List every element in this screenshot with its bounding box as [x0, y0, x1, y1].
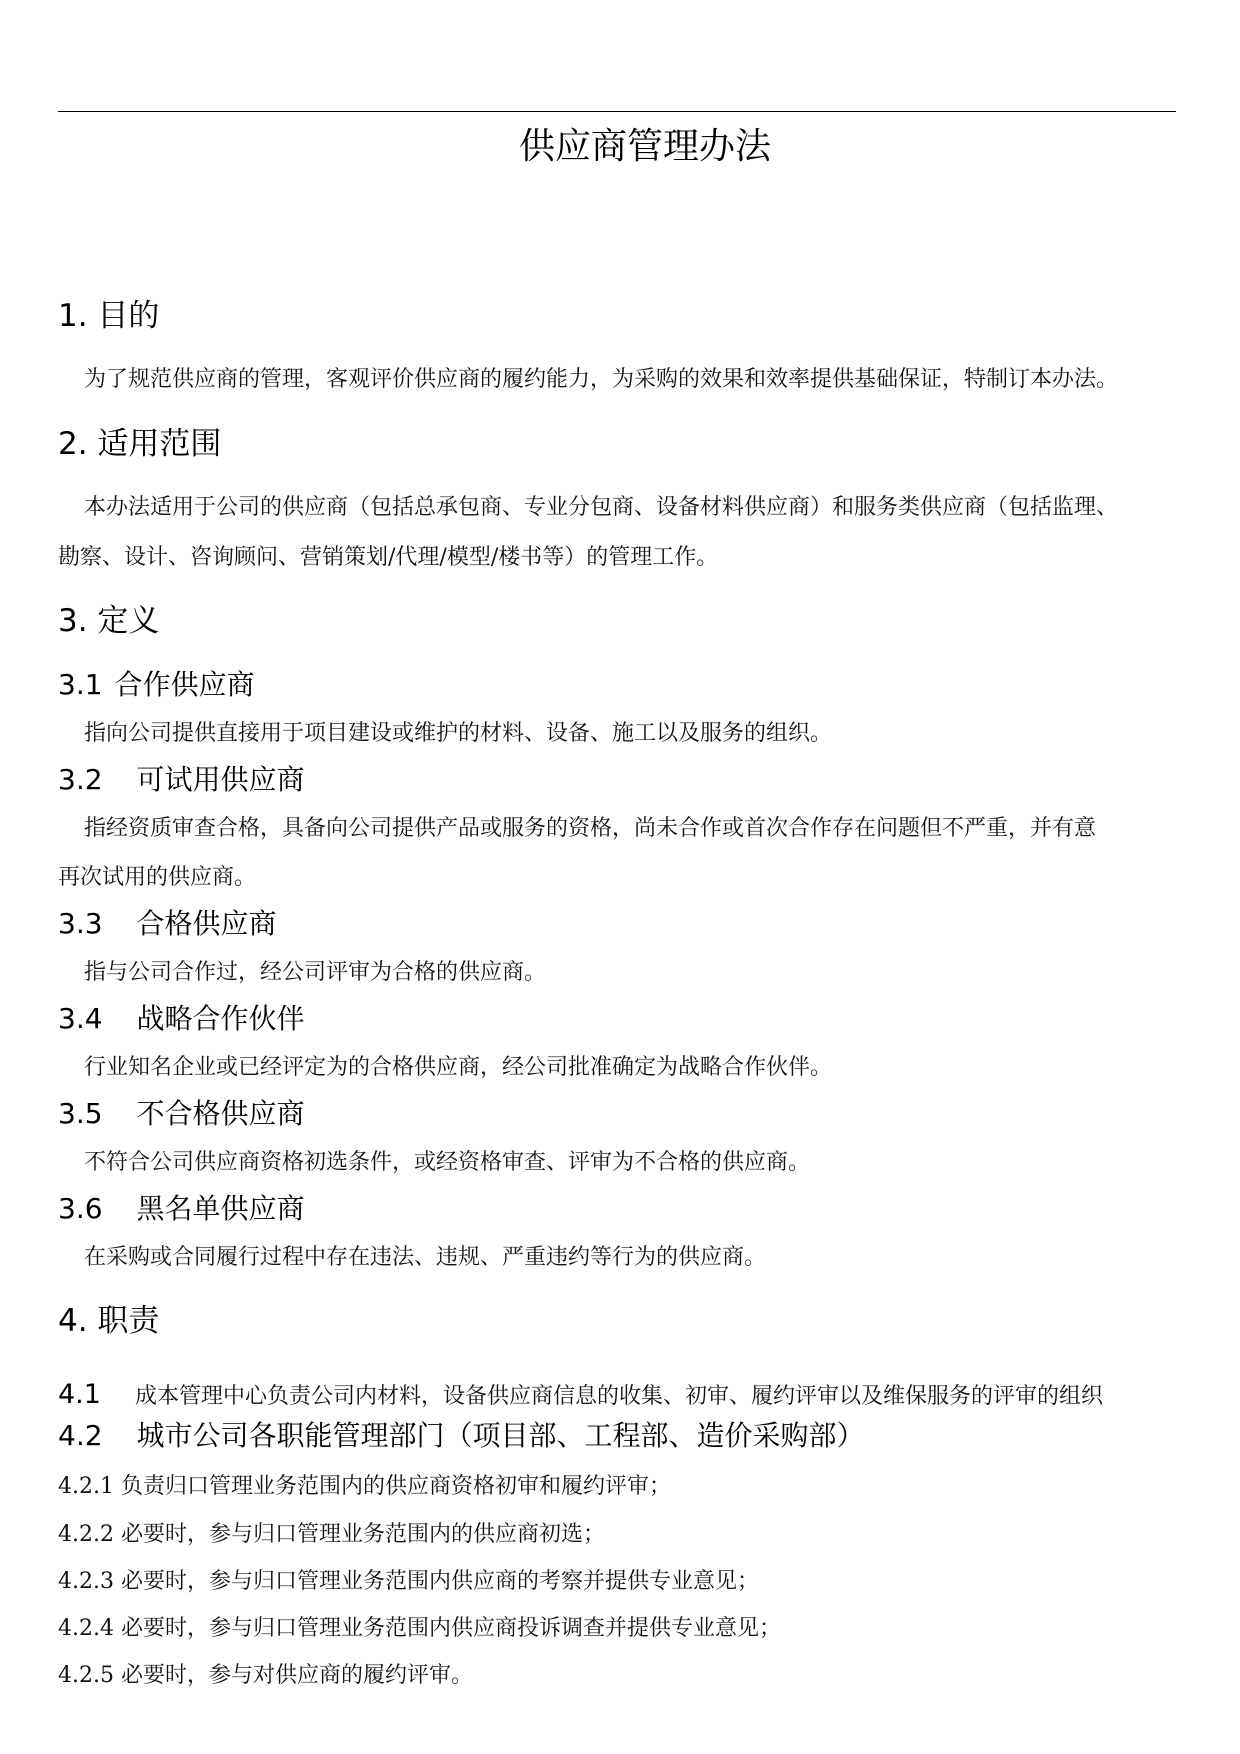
- definition-text: 在采购或合同履行过程中存在违法、违规、严重违约等行为的供应商。: [84, 1245, 767, 1270]
- responsibility-subitem: 4.2.4 必要时，参与归口管理业务范围内供应商投诉调查并提供专业意见；: [58, 1616, 781, 1641]
- definition-number: 3.3: [58, 907, 103, 940]
- responsibility-heading-4-2: [58, 1417, 865, 1455]
- responsibility-number: 4.1: [58, 1379, 101, 1410]
- definition-text: 不符合公司供应商资格初选条件，或经资格审查、评审为不合格的供应商。: [84, 1150, 811, 1175]
- definition-title: 不合格供应商: [136, 1097, 305, 1130]
- definition-number: 3.4: [58, 1002, 103, 1035]
- responsibility-title: 城市公司各职能管理部门（项目部、工程部、造价采购部）: [136, 1419, 865, 1452]
- definition-text-continued: 再次试用的供应商。: [58, 865, 257, 890]
- definition-heading-qualified-supplier: [58, 905, 277, 943]
- header-rule: [58, 111, 1176, 112]
- paragraph-scope-line-1: 本办法适用于公司的供应商（包括总承包商、专业分包商、设备材料供应商）和服务类供应商（包括监理、: [84, 495, 1119, 520]
- responsibility-item-4-1: [58, 1376, 1103, 1414]
- responsibility-subitem: 4.2.3 必要时，参与归口管理业务范围内供应商的考察并提供专业意见；: [58, 1569, 759, 1594]
- definition-heading-blacklist-supplier: [58, 1190, 305, 1228]
- responsibility-subitem: 4.2.5 必要时，参与对供应商的履约评审。: [58, 1663, 473, 1688]
- definition-number: 3.2: [58, 763, 103, 796]
- paragraph-purpose: 为了规范供应商的管理，客观评价供应商的履约能力，为采购的效果和效率提供基础保证，特制订本办法。: [84, 367, 1119, 392]
- definition-title: 黑名单供应商: [136, 1192, 305, 1225]
- definition-title: 合格供应商: [136, 907, 277, 940]
- section-heading-definitions: 3. 定义: [58, 603, 160, 639]
- definition-heading-unqualified-supplier: [58, 1095, 305, 1133]
- definition-heading-cooperative-supplier: [58, 666, 255, 704]
- section-heading-scope: 2. 适用范围: [58, 426, 222, 462]
- paragraph-scope-line-2: 勘察、设计、咨询顾问、营销策划/代理/模型/楼书等）的管理工作。: [58, 545, 719, 570]
- definition-number: 3.6: [58, 1192, 103, 1225]
- definition-title: 战略合作伙伴: [136, 1002, 305, 1035]
- definition-title: 可试用供应商: [136, 763, 305, 796]
- responsibility-text: 成本管理中心负责公司内材料，设备供应商信息的收集、初审、履约评审以及维保服务的评审的组织: [134, 1384, 1103, 1409]
- definition-heading-strategic-partner: [58, 1000, 305, 1038]
- responsibility-subitem: 4.2.1 负责归口管理业务范围内的供应商资格初审和履约评审；: [58, 1474, 671, 1499]
- definition-text: 指向公司提供直接用于项目建设或维护的材料、设备、施工以及服务的组织。: [84, 721, 833, 746]
- responsibility-subitem: 4.2.2 必要时，参与归口管理业务范围内的供应商初选；: [58, 1522, 605, 1547]
- definition-title: 合作供应商: [114, 668, 255, 701]
- section-heading-purpose: 1. 目的: [58, 298, 160, 334]
- definition-number: 3.5: [58, 1097, 103, 1130]
- document-title: 供应商管理办法: [518, 126, 771, 167]
- section-heading-responsibilities: 4. 职责: [58, 1303, 160, 1339]
- definition-number: 3.1: [58, 668, 103, 701]
- definition-text: 行业知名企业或已经评定为的合格供应商，经公司批准确定为战略合作伙伴。: [84, 1055, 833, 1080]
- definition-text: 指经资质审查合格，具备向公司提供产品或服务的资格，尚未合作或首次合作存在问题但不严重，并有意: [84, 816, 1097, 841]
- definition-text: 指与公司合作过，经公司评审为合格的供应商。: [84, 960, 547, 985]
- responsibility-number: 4.2: [58, 1419, 103, 1452]
- definition-heading-trial-supplier: [58, 761, 305, 799]
